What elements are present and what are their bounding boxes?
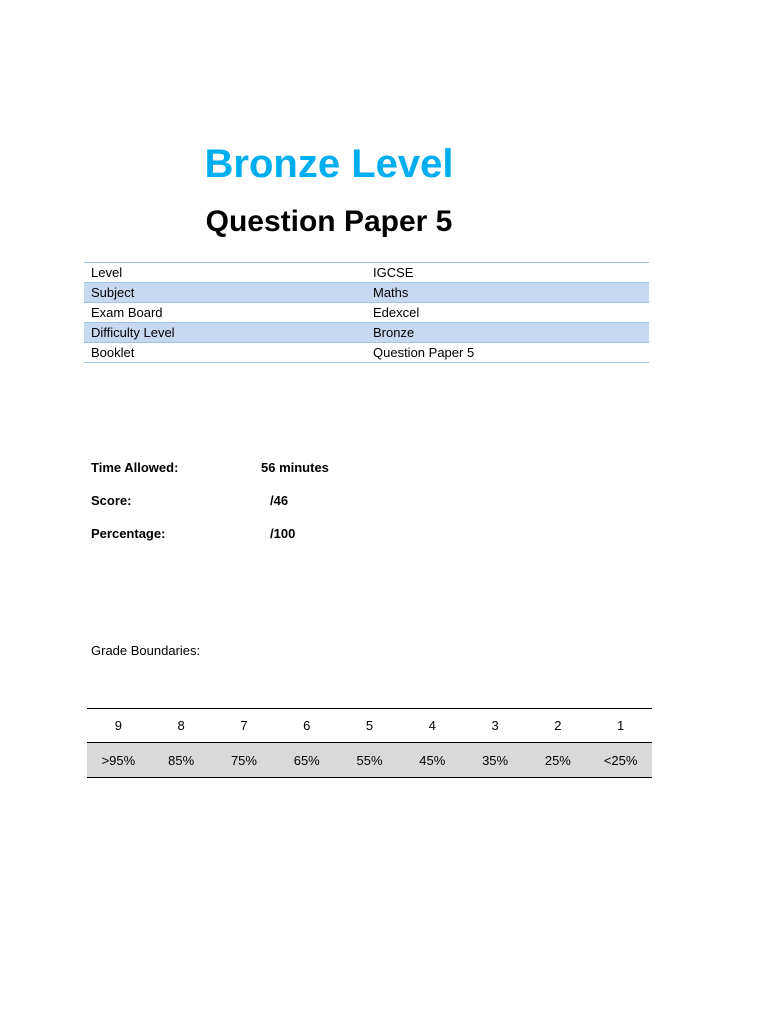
time-allowed-value: 56 minutes (261, 460, 329, 475)
percentage-label: Percentage: (91, 526, 166, 541)
info-table (84, 262, 649, 363)
page-title: Bronze Level (204, 142, 454, 186)
time-allowed-label: Time Allowed: (91, 460, 179, 475)
grade-cell: 3 (491, 718, 499, 733)
info-label: Difficulty Level (84, 323, 366, 343)
info-label: Exam Board (84, 303, 366, 323)
grade-cell: 6 (303, 718, 311, 733)
info-label: Subject (84, 283, 366, 303)
percentage-cell: >95% (101, 752, 136, 768)
grade-cell: 8 (177, 718, 185, 733)
grade-boundaries-label: Grade Boundaries: (91, 643, 201, 658)
score-value: /46 (270, 493, 289, 508)
percentage-cell: 55% (356, 752, 383, 768)
percentage-cell: 25% (544, 752, 571, 768)
info-row-exam-board (84, 303, 649, 323)
info-row-subject (84, 283, 649, 303)
percentage-row (87, 743, 652, 778)
percentage-cell: 45% (419, 752, 446, 768)
percentage-cell: 75% (230, 752, 257, 768)
score-label: Score: (91, 493, 132, 508)
percentage-cell: <25% (603, 752, 638, 768)
grade-row (87, 708, 652, 743)
grade-cell: 5 (365, 718, 374, 733)
grade-cell: 1 (617, 718, 625, 733)
info-value: Question Paper 5 (366, 343, 649, 363)
info-label: Level (84, 263, 366, 283)
info-value: Maths (366, 283, 649, 303)
grade-boundaries-table (87, 708, 652, 778)
percentage-cell: 35% (482, 752, 509, 768)
info-value: Edexcel (366, 303, 649, 323)
percentage-value: /100 (270, 526, 296, 541)
info-value: IGCSE (366, 263, 649, 283)
info-label: Booklet (84, 343, 366, 363)
grade-cell: 7 (240, 718, 248, 733)
grade-cell: 4 (428, 718, 436, 733)
page-subtitle: Question Paper 5 (205, 205, 453, 238)
percentage-cell: 85% (168, 752, 195, 768)
info-row-booklet (84, 343, 649, 363)
info-row-level (84, 263, 649, 283)
grade-cell: 9 (114, 718, 122, 733)
grade-cell: 2 (554, 718, 562, 733)
info-value: Bronze (366, 323, 649, 343)
info-row-difficulty (84, 323, 649, 343)
percentage-cell: 65% (293, 752, 320, 768)
